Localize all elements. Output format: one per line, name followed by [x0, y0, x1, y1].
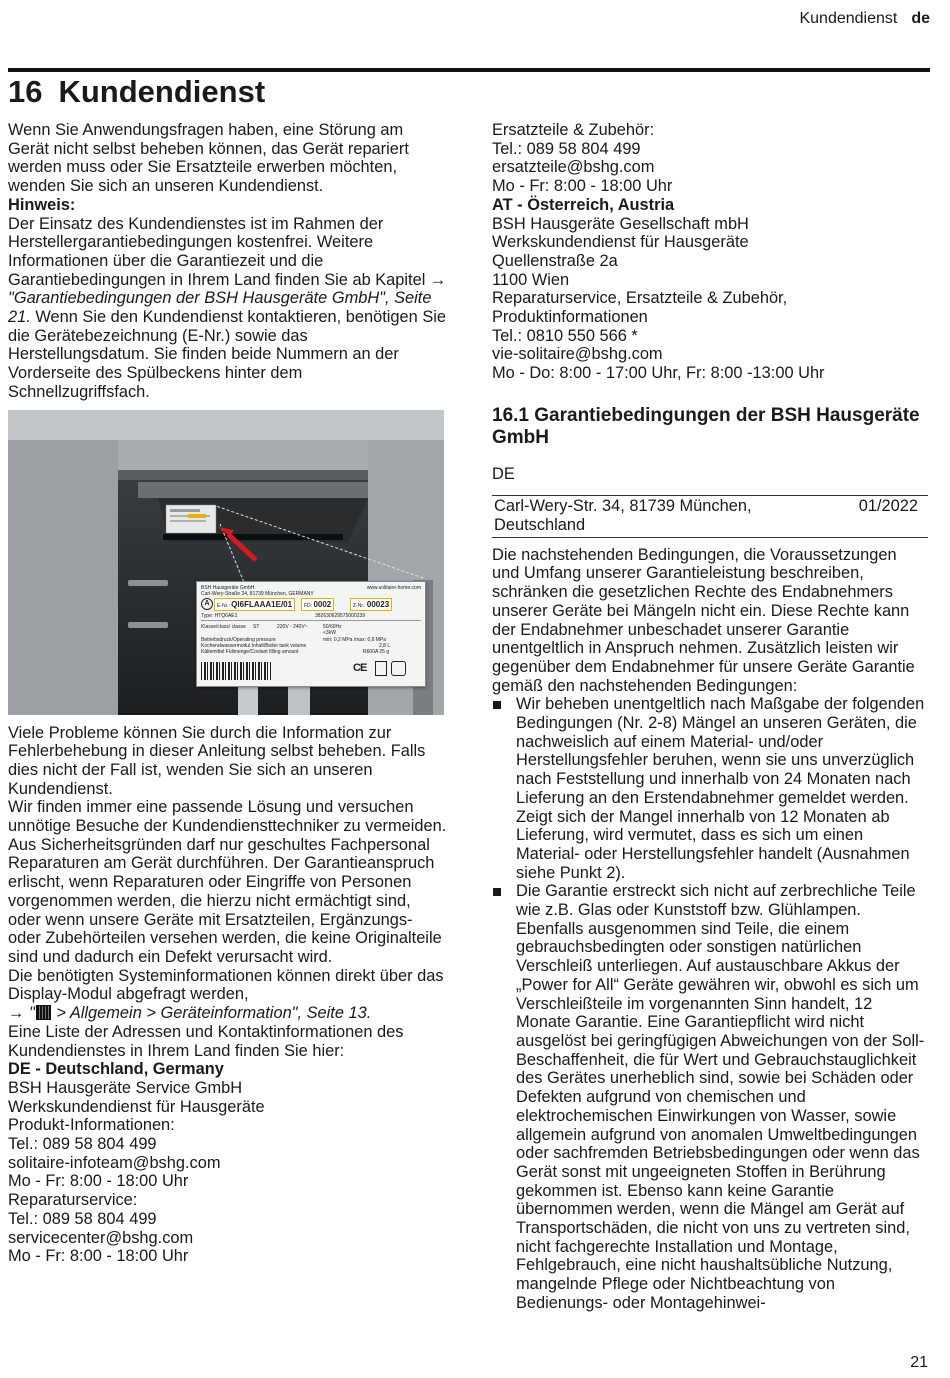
contact-line: Mo - Do: 8:00 - 17:00 Uhr, Fr: 8:00 -13:00 Uhr — [492, 364, 825, 383]
list-item-text: Wir beheben unentgeltlich nach Maßgabe der folgenden Bedingungen (Nr. 2-8) Mängel an unseren Geräten, die nachweislich auf einem Material- und/oder Herstellungsfehler beruhen, wenn sie uns unverzüglich nach Feststellung und innerhalb von 24 Monaten nach Lieferung an den Erstendabnehmer gemeldet werden. Zeigt sich der Mangel innerhalb von 12 Monaten ab Lieferung, wird vermutet, dass es sich um einen Material- oder Herstellungsfehler handelt (Ausnahmen siehe Punkt 2). — [516, 695, 925, 882]
contact-line: Mo - Fr: 8:00 - 18:00 Uhr — [8, 1247, 189, 1266]
paragraph-system-info: Die benötigten Systeminformationen können direkt über das Display-Modul abgefragt werden, — [8, 966, 444, 1004]
right-column — [492, 121, 928, 1313]
contact-line: Tel.: 089 58 804 499 — [492, 139, 641, 158]
contact-line: Werkskundendienst für Hausgeräte — [8, 1097, 265, 1116]
contact-line: Tel.: 0810 550 566 * — [492, 326, 638, 345]
warranty-address-box — [492, 495, 928, 537]
bullet-square-icon — [493, 701, 501, 709]
country-de-contacts — [8, 1079, 448, 1266]
country-code: DE — [492, 464, 515, 483]
plate-fd: 0002 — [313, 599, 332, 609]
list-item-text: Die Garantie erstreckt sich nicht auf zerbrechliche Teile wie z.B. Glas oder Kunststoff bzw. Glühlampen. Ebenfalls ausgenommen sind Teile, die einem gebrauchsbedingten oder sonstigen natürlichen Verschleiß unterliegen. Auf austauschbare Akkus der „Power for All“ Geräte gewähren wir, obwohl es sich um Verschleißteile im vorgenannten Sinn handelt, 12 Monate Garantie. Eine Garantiepflicht wird nicht ausgelöst bei geringfügigen Abweichungen von der Soll-Beschaffenheit, die für Wert und Gebrauchstauglichkeit des Gerätes unerheblich sind, sowie bei Schäden oder Defekten aufgrund von chemischen und elektrochemischen Einwirkungen von Wasser, sowie allgemein aufgrund von anomalen Umweltbedingungen oder sachfremden Betriebsbedingungen oder wenn das Gerät sonst mit ungeeigneten Stoffen in Berührung gekommen ist. Ebenso kann keine Garantie übernommen werden, wenn die Mängel am Gerät auf Transportschäden, die nicht von uns zu vertreten sind, nicht fachgerechte Installation und Montage, Fehlgebrauch, eine nicht haushaltsübliche Nutzung, mangelnde Pflege oder Nichtbeachtung von Bedienungs- oder Montagehinwei- — [516, 882, 925, 1312]
paragraph-solution: Wir finden immer eine passende Lösung und versuchen unnötige Besuche der Kundendiensttechniker zu vermeiden. — [8, 798, 447, 836]
plate-fd-box — [301, 598, 334, 611]
plate-refrigerant-label: Kältemittel Füllmenge/Coolant filling amount — [201, 648, 299, 655]
plate-enr-label: E-Nr.: — [217, 602, 230, 609]
contact-line: Werkskundendienst für Hausgeräte — [492, 233, 749, 252]
device-info-link-prefix: → " — [8, 1004, 35, 1023]
warranty-date: 01/2022 — [858, 497, 918, 516]
plate-weee-icon — [375, 661, 387, 676]
warranty-address: Carl-Wery-Str. 34, 81739 München, Deutschland — [494, 497, 752, 535]
rating-plate-label — [196, 581, 426, 687]
chapter-number: 16 — [8, 74, 43, 109]
contact-line: ersatzteile@bshg.com — [492, 158, 655, 177]
header-rule — [8, 68, 930, 72]
plate-barcode — [201, 662, 271, 680]
page-number: 21 — [910, 1354, 928, 1371]
contact-line: Ersatzteile & Zubehör: — [492, 121, 655, 139]
contact-line: 1100 Wien — [492, 270, 570, 289]
paragraph-safety: Aus Sicherheitsgründen darf nur geschultes Fachpersonal Reparaturen am Gerät durchführen. Der Garantieanspruch erlischt, wenn Reparaturen oder Eingriffe von Personen vorgenommen werden, die hierzu nicht ermächtigt sind, oder wenn unsere Geräte mit Ersatzteilen, Ergänzungs- oder Zubehörteilen versehen werden, die keine Originalteile sind und dadurch ein Defekt verursacht wird. — [8, 835, 442, 966]
chapter-title: Kundendienst — [58, 74, 266, 109]
paragraph-address-list: Eine Liste der Adressen und Kontaktinformationen des Kundendienstes in Ihrem Land finden Sie hier: — [8, 1022, 404, 1060]
plate-enr-box — [214, 598, 295, 611]
warranty-chapter-link[interactable]: → "Garantiebedingungen der BSH Hausgeräte GmbH", Seite 21. — [8, 270, 447, 327]
list-item — [492, 882, 928, 1312]
plate-znr: 00023 — [366, 599, 390, 609]
device-info-link[interactable] — [8, 1004, 448, 1023]
country-at-title: AT - Österreich, Austria — [492, 195, 675, 214]
device-info-link-text: > Allgemein > Geräteinformation", Seite 13. — [51, 1004, 372, 1023]
bullet-square-icon — [493, 888, 501, 896]
plate-pressure: min: 0,2 MPa /max: 0,6 MPa — [323, 636, 387, 643]
contact-line: Tel.: 089 58 804 499 — [8, 1209, 157, 1228]
running-header — [799, 10, 930, 28]
contact-line: Tel.: 089 58 804 499 — [8, 1135, 157, 1154]
contact-line: Mo - Fr: 8:00 - 18:00 Uhr — [492, 177, 673, 196]
plate-znr-label: Z-Nr.: — [353, 602, 366, 609]
plate-power: <3kW — [323, 629, 336, 636]
rating-plate-figure — [8, 410, 444, 715]
contact-line: BSH Hausgeräte Service GmbH — [8, 1078, 243, 1097]
country-de-contacts-continued — [492, 121, 928, 196]
plate-certification-icon — [391, 661, 406, 676]
note-paragraph — [8, 215, 448, 402]
contact-line: Reparaturservice, Ersatzteile & Zubehör, Produktinformationen — [492, 289, 788, 327]
plate-class-label: Klasse/class/ classe — [201, 623, 246, 630]
country-de-title: DE - Deutschland, Germany — [8, 1060, 224, 1079]
contact-line: Quellenstraße 2a — [492, 251, 618, 270]
plate-refrigerant: R600A 25 g — [363, 648, 390, 655]
contact-line: servicecenter@bshg.com — [8, 1228, 194, 1247]
note-title: Hinweis: — [8, 195, 76, 214]
country-at-contacts — [492, 215, 928, 383]
plate-volume-label: Kochendwassermodul Inhalt/Boiler tank volume — [201, 642, 307, 649]
contact-line: vie-solitaire@bshg.com — [492, 345, 663, 364]
plate-fd-label: FD: — [304, 602, 313, 609]
plate-znr-box — [350, 598, 392, 611]
contact-line: BSH Hausgeräte Gesellschaft mbH — [492, 214, 749, 233]
note-text-a: Der Einsatz des Kundendienstes ist im Rahmen der Herstellergarantiebedingungen kostenfrei. Weitere Informationen über die Garantiezeit und die Garantiebedingungen in Ihrem Land finden Sie ab Kapitel — [8, 214, 430, 289]
plate-class: ST — [253, 623, 260, 630]
contact-line: Reparaturservice: — [8, 1191, 138, 1210]
plate-serial: 382630629575000239 — [315, 612, 366, 619]
plate-voltage: 220V - 240V~ — [277, 623, 308, 630]
contact-line: Mo - Fr: 8:00 - 18:00 Uhr — [8, 1172, 189, 1191]
plate-company: BSH Hausgeräte GmbH — [201, 584, 255, 591]
left-column — [8, 121, 448, 1266]
header-language: de — [911, 10, 930, 27]
header-section: Kundendienst — [799, 10, 898, 27]
paragraph-self-help: Viele Probleme können Sie durch die Information zur Fehlerbehebung in dieser Anleitung selbst beheben. Falls dies nicht der Fall ist, wenden Sie sich an unseren Kundendienst. — [8, 723, 426, 798]
contact-line: Produkt-Informationen: — [8, 1116, 175, 1135]
list-item — [492, 695, 928, 882]
warranty-conditions-list — [492, 695, 928, 1312]
plate-address: Carl-Wery-Straße 34, 81739 München, GERMANY — [201, 590, 314, 597]
warranty-intro: Die nachstehenden Bedingungen, die Voraussetzungen und Umfang unserer Garantieleistung beschreiben, schränken die gesetzlichen Rechte des Endabnehmers unserer Geräte bei Mängeln nicht ein. Diese Rechte kann der Endabnehmer unbeschadet unserer Garantie unentgeltlich in Anspruch nehmen. Zusätzlich leisten wir gegenüber dem Endabnehmer für unsere Geräte Garantie gemäß den nachstehenden Bedingungen: — [492, 545, 915, 695]
plate-website: www.solitaire-home.com — [366, 584, 421, 591]
contact-line: solitaire-infoteam@bshg.com — [8, 1153, 221, 1172]
note-text-b: Wenn Sie den Kundendienst kontaktieren, benötigen Sie die Gerätebezeichnung (E-Nr.) sowie das Herstellungsdatum. Sie finden beide Nummern an der Vorderseite des Spülbeckens hinter dem Schnellzugriffsfach. — [8, 308, 447, 401]
plate-divider — [201, 620, 421, 621]
intro-paragraph: Wenn Sie Anwendungsfragen haben, eine Störung am Gerät nicht selbst beheben können, das Gerät repariert werden muss oder Sie Ersatzteile erwerben möchten, wenden Sie sich an unseren Kundendienst. — [8, 121, 409, 196]
plate-symbol-icon: A — [201, 598, 213, 610]
plate-enr: QI6FLAAA1E/01 — [231, 599, 293, 609]
plate-volume: 2,8 L — [379, 642, 391, 649]
page-title — [8, 74, 265, 110]
plate-ce-mark: CE — [353, 661, 367, 674]
settings-icon — [36, 1005, 51, 1020]
plate-pressure-label: Betriebsdruck/Operating pressure — [201, 636, 276, 643]
section-title: 16.1 Garantiebedingungen der BSH Hausgeräte GmbH — [492, 404, 920, 448]
plate-frequency: 50/60Hz — [323, 623, 342, 630]
plate-type: Type: HTQ6AE1 — [201, 612, 238, 619]
